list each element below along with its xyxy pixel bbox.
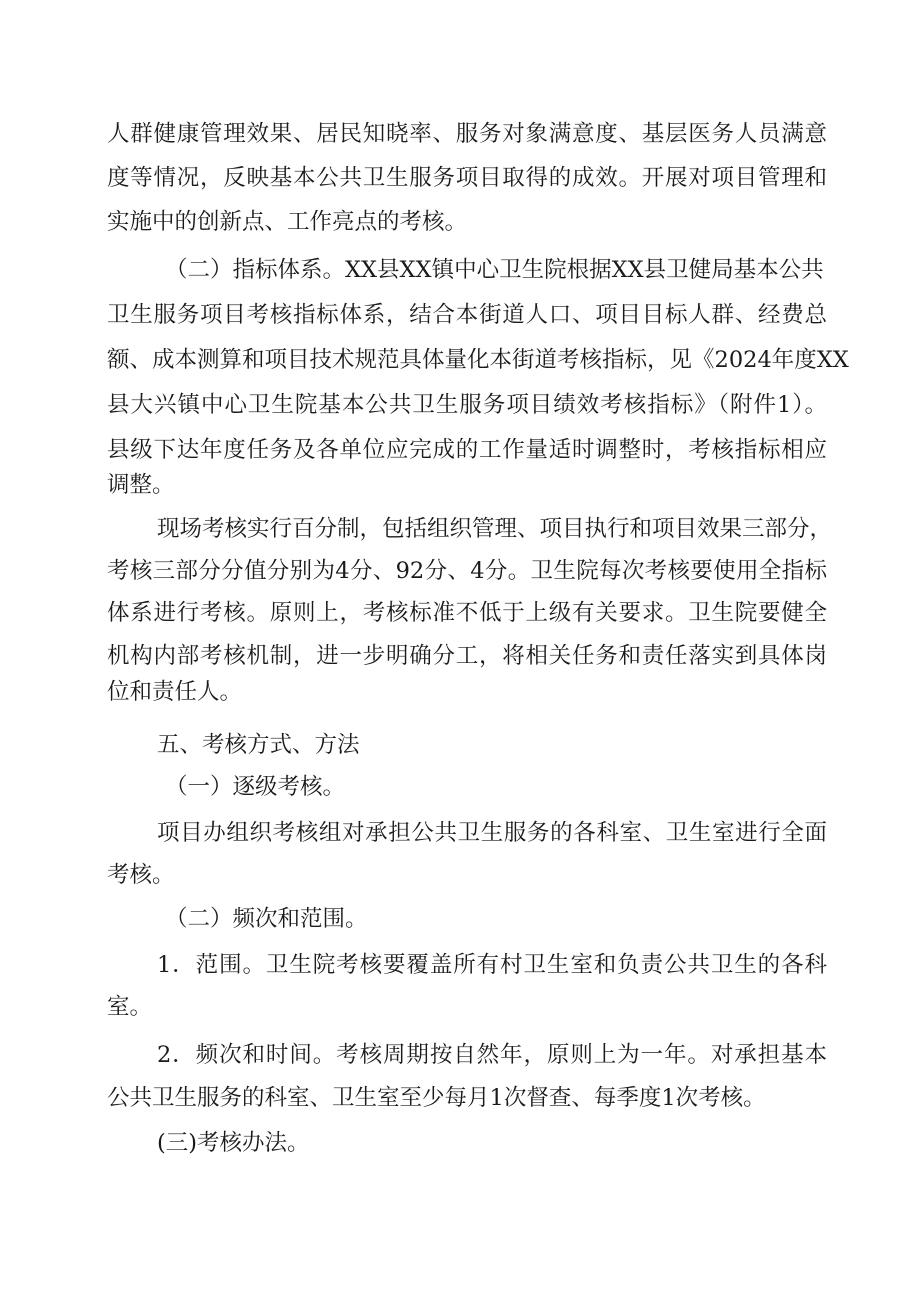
paragraph-line: 度等情况，反映基本公共卫生服务项目取得的成效。开展对项目管理和 bbox=[107, 165, 827, 191]
paragraph-line: 公共卫生服务的科室、卫生室至少每月1次督查、每季度1次考核。 bbox=[107, 1085, 766, 1111]
paragraph-line: 机构内部考核机制，进一步明确分工，将相关任务和责任落实到具体岗 bbox=[107, 643, 827, 669]
paragraph-line: 卫生服务项目考核指标体系，结合本街道人口、项目目标人群、经费总 bbox=[107, 302, 827, 328]
subsection-heading: （二）频次和范围。 bbox=[165, 906, 368, 932]
subsection-heading: （一）逐级考核。 bbox=[165, 774, 346, 800]
paragraph-line: 室。 bbox=[107, 994, 153, 1020]
paragraph-line: 位和责任人。 bbox=[107, 679, 243, 705]
subsection-heading: (三)考核办法。 bbox=[157, 1130, 310, 1156]
section-heading: 五、考核方式、方法 bbox=[157, 732, 360, 758]
paragraph-line: 现场考核实行百分制，包括组织管理、项目执行和项目效果三部分， bbox=[157, 516, 833, 542]
paragraph-line: 县大兴镇中心卫生院基本公共卫生服务项目绩效考核指标》（附件1）。 bbox=[107, 392, 827, 418]
paragraph-line: （二）指标体系。XX县XX镇中心卫生院根据XX县卫健局基本公共 bbox=[165, 257, 824, 283]
paragraph-line: 考核。 bbox=[107, 862, 175, 888]
paragraph-line: 体系进行考核。原则上，考核标准不低于上级有关要求。卫生院要健全 bbox=[107, 600, 827, 626]
paragraph-line: 额、成本测算和项目技术规范具体量化本街道考核指标，见《2024年度XX bbox=[107, 347, 849, 373]
paragraph-line: 2．频次和时间。考核周期按自然年，原则上为一年。对承担基本 bbox=[157, 1042, 827, 1068]
paragraph-line: 项目办组织考核组对承担公共卫生服务的各科室、卫生室进行全面 bbox=[157, 820, 827, 846]
paragraph-line: 县级下达年度任务及各单位应完成的工作量适时调整时，考核指标相应 bbox=[107, 437, 827, 463]
paragraph-line: 考核三部分分值分别为4分、92分、4分。卫生院每次考核要使用全指标 bbox=[107, 558, 827, 584]
paragraph-line: 调整。 bbox=[107, 472, 175, 498]
paragraph-line: 人群健康管理效果、居民知晓率、服务对象满意度、基层医务人员满意 bbox=[107, 121, 827, 147]
paragraph-line: 实施中的创新点、工作亮点的考核。 bbox=[107, 209, 468, 235]
paragraph-line: 1．范围。卫生院考核要覆盖所有村卫生室和负责公共卫生的各科 bbox=[157, 952, 827, 978]
